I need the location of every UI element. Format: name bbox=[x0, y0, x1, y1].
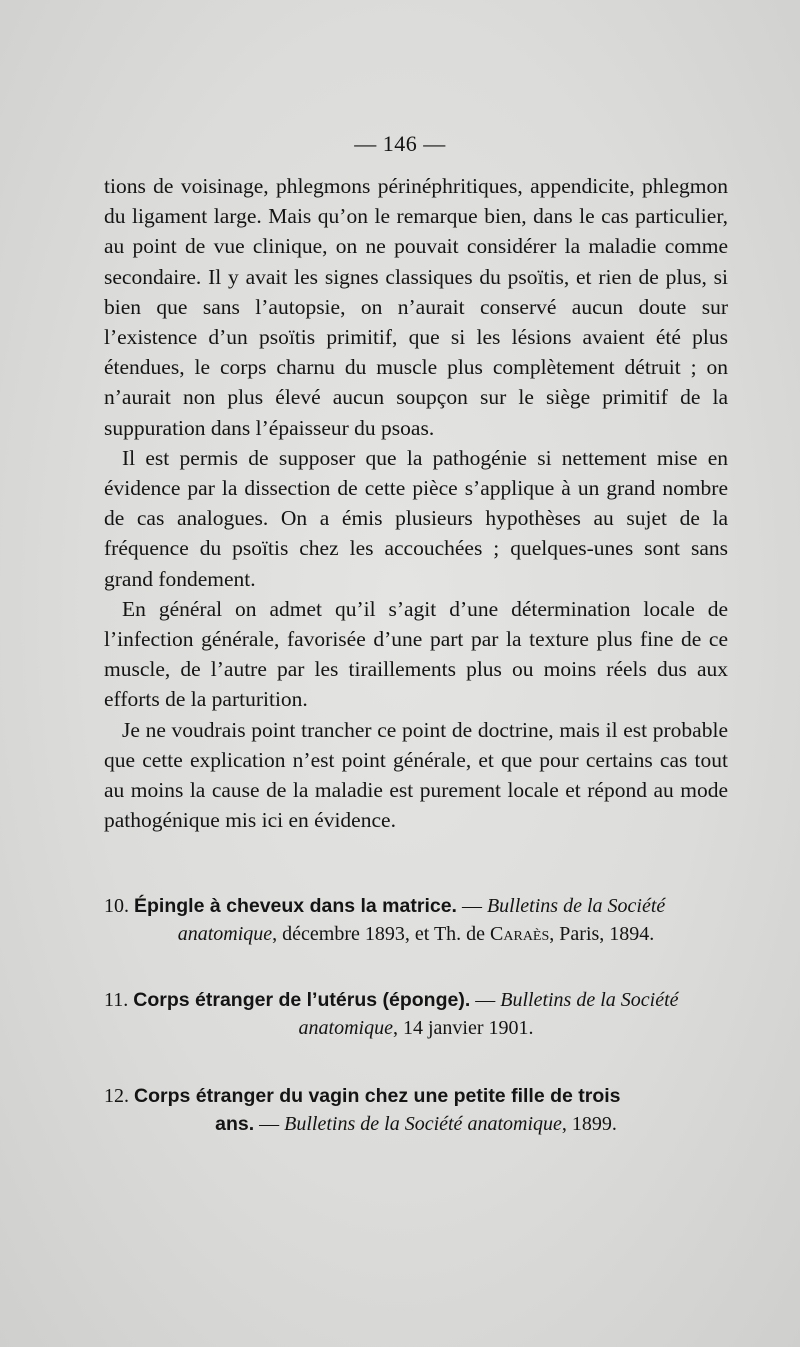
reference-dash: — bbox=[456, 895, 487, 917]
page-number: — 146 — bbox=[354, 131, 446, 156]
reference-title: Épingle à cheveux dans la matrice. bbox=[134, 895, 457, 917]
reference-line bbox=[104, 1085, 621, 1107]
reference-source-cont: anatomique bbox=[298, 1017, 393, 1039]
reference-title: Corps étranger de l’utérus (éponge). bbox=[133, 989, 471, 1011]
paragraph-2: Il est permis de supposer que la pathogénie si nettement mise en évidence par la dissection de cette pièce s’applique à un grand nombre de cas analogues. On a émis plusieurs hypothèses au sujet de la fréquence du psoïtis chez les accouchées ; quelques-unes sont sans grand fondement. bbox=[104, 445, 728, 591]
reference-source-cont: anatomique bbox=[177, 923, 273, 945]
reference-details: , 14 janvier 1901. bbox=[392, 1017, 534, 1039]
reference-number: 11. bbox=[104, 989, 129, 1011]
reference-number: 12. bbox=[104, 1085, 129, 1107]
reference-details-end: , Paris, 1894. bbox=[549, 923, 655, 945]
reference-line-2 bbox=[104, 1014, 728, 1042]
reference-source: Bulletins de la Société bbox=[500, 989, 679, 1011]
reference-title-cont: ans. bbox=[215, 1113, 255, 1135]
reference-dash: — bbox=[254, 1113, 285, 1135]
paragraph-4: Je ne voudrais point trancher ce point de doctrine, mais il est probable que cette explication n’est point générale, et que pour certains cas tout au moins la cause de la maladie est purement locale et répond au mode pathogénique mis ici en évidence. bbox=[104, 717, 728, 833]
reference-11 bbox=[104, 986, 728, 1042]
reference-line bbox=[104, 895, 665, 917]
reference-line-2 bbox=[104, 1110, 728, 1138]
reference-source: Bulletins de la Société bbox=[486, 895, 666, 917]
reference-source: Bulletins de la Société anatomique bbox=[284, 1113, 562, 1135]
body-text bbox=[104, 171, 728, 835]
reference-details: , décembre 1893, et Th. de bbox=[272, 923, 491, 945]
reference-number: 10. bbox=[104, 895, 129, 917]
reference-line bbox=[104, 989, 679, 1011]
reference-title: Corps étranger du vagin chez une petite fille de trois bbox=[134, 1085, 621, 1107]
reference-line-2 bbox=[104, 920, 728, 948]
reference-12 bbox=[104, 1082, 728, 1138]
reference-author: Caraès bbox=[490, 923, 550, 945]
paragraph-3: En général on admet qu’il s’agit d’une détermination locale de l’infection générale, favorisée d’une part par la texture plus fine de ce muscle, de l’autre par les tiraillements plus ou moins réels dus aux efforts de la parturition. bbox=[104, 596, 728, 712]
paragraph-1: tions de voisinage, phlegmons périnéphritiques, appendicite, phlegmon du ligament large. Mais qu’on le remarque bien, dans le cas particulier, au point de vue clinique, on ne pouvait considérer la maladie comme secondaire. Il y avait les signes classiques du psoïtis, et rien de plus, si bien que sans l’autopsie, on n’aurait conservé aucun doute sur l’existence d’un psoïtis primitif, que si les lésions avaient été plus étendues, le corps charnu du muscle plus complètement détruit ; on n’aurait non plus élevé aucun soupçon sur le siège primitif de la suppuration dans l’épaisseur du psoas. bbox=[104, 174, 728, 440]
reference-dash: — bbox=[470, 989, 501, 1011]
reference-10 bbox=[104, 892, 728, 948]
reference-details: , 1899. bbox=[561, 1113, 617, 1135]
